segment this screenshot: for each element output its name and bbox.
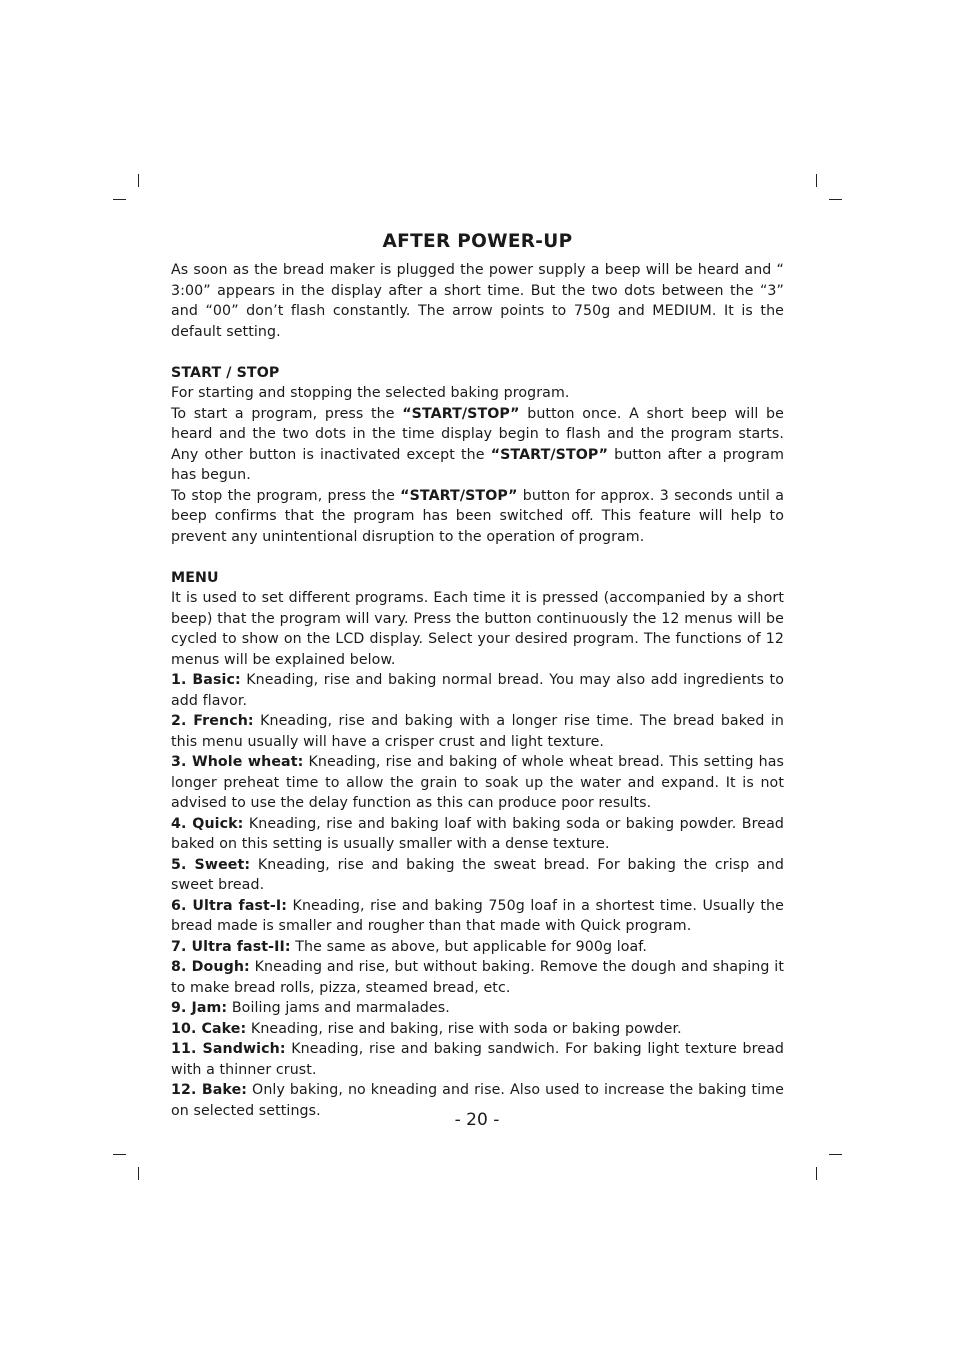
menu-item — [171, 855, 784, 896]
menu-item-text: Kneading, rise and baking of whole wheat bread. This setting has longer preheat time to allow the grain to soak up the water and expand. It is not advised to use the delay function as this can produce poor results. — [171, 754, 784, 811]
crop-mark-top-right-h — [829, 199, 842, 200]
menu-item-text: Boiling jams and marmalades. — [227, 1000, 450, 1016]
menu-item-label: 3. Whole wheat: — [171, 754, 304, 770]
menu-item — [171, 998, 784, 1019]
menu-item — [171, 957, 784, 998]
menu-item — [171, 896, 784, 937]
start-stop-heading: START / STOP — [171, 364, 280, 381]
page-content — [171, 230, 784, 1121]
crop-mark-top-left-v — [138, 174, 139, 187]
text-run: button after a program has begun. — [171, 446, 785, 483]
spacer — [171, 547, 784, 568]
menu-item-label: 4. Quick: — [171, 815, 244, 832]
page-title: AFTER POWER-UP — [382, 231, 573, 252]
start-stop-paragraph-3 — [171, 486, 784, 548]
menu-item-label: 11. Sandwich: — [171, 1041, 286, 1057]
text-run: button for approx. 3 seconds until a beep confirms that the program has been switched off. This feature will help to prevent any unintentional disruption to the operation of program. — [171, 487, 784, 545]
menu-item — [171, 670, 784, 711]
text-run: To stop the program, press the — [171, 487, 401, 504]
menu-item-text: Only baking, no kneading and rise. Also used to increase the baking time on selected settings. — [171, 1082, 784, 1119]
crop-mark-bottom-right-h — [829, 1154, 842, 1155]
menu-item-text: Kneading, rise and baking loaf with baking soda or baking powder. Bread baked on this setting is usually smaller with a dense texture. — [171, 815, 784, 852]
menu-item-label: 7. Ultra fast-II: — [171, 938, 291, 955]
crop-mark-top-right-v — [816, 174, 817, 187]
menu-item-label: 10. Cake: — [171, 1020, 247, 1037]
start-stop-paragraph-2 — [171, 404, 784, 486]
text-run: To start a program, press the — [171, 405, 403, 422]
menu-item-label: 2. French: — [171, 713, 254, 729]
menu-item-label: 8. Dough: — [171, 959, 250, 975]
menu-item-text: Kneading, rise and baking with a longer rise time. The bread baked in this menu usually will have a crisper crust and light texture. — [171, 713, 784, 750]
crop-mark-bottom-left-v — [138, 1167, 139, 1180]
start-stop-keyword: “START/STOP” — [400, 487, 518, 504]
menu-item-text: The same as above, but applicable for 900g loaf. — [290, 938, 647, 955]
page-number: - 20 - — [454, 1110, 500, 1130]
menu-item-text: Kneading, rise and baking 750g loaf in a shortest time. Usually the bread made is smaller and rougher than that made with Quick program. — [171, 897, 784, 934]
menu-intro-paragraph: It is used to set different programs. Each time it is pressed (accompanied by a short beep) that the program will vary. Press the button continuously the 12 menus will be cycled to show on the LCD display. Select your desired program. The functions of 12 menus will be explained below. — [171, 590, 784, 668]
menu-item-label: 1. Basic: — [171, 672, 241, 688]
menu-item-text: Kneading, rise and baking sandwich. For baking light texture bread with a thinner crust. — [171, 1041, 785, 1078]
menu-item — [171, 1039, 784, 1080]
menu-item-text: Kneading and rise, but without baking. Remove the dough and shaping it to make bread rolls, pizza, steamed bread, etc. — [171, 959, 784, 996]
menu-item-label: 9. Jam: — [171, 1000, 228, 1016]
menu-item-text: Kneading, rise and baking the sweat bread. For baking the crisp and sweet bread. — [171, 856, 784, 893]
crop-mark-bottom-right-v — [816, 1167, 817, 1180]
menu-item-label: 6. Ultra fast-I: — [171, 897, 288, 914]
start-stop-paragraph-1: For starting and stopping the selected baking program. — [171, 385, 570, 401]
menu-item-text: Kneading, rise and baking, rise with soda or baking powder. — [246, 1020, 682, 1037]
menu-item-label: 12. Bake: — [171, 1082, 248, 1098]
menu-item — [171, 711, 784, 752]
intro-paragraph: As soon as the bread maker is plugged the power supply a beep will be heard and “ 3:00” appears in the display after a short time. But the two dots between the “3” and “00” don’t flash constantly. The arrow points to 750g and MEDIUM. It is the default setting. — [171, 262, 784, 340]
start-stop-keyword: “START/STOP” — [402, 405, 520, 422]
menu-item-text: Kneading, rise and baking normal bread. You may also add ingredients to add flavor. — [171, 672, 784, 709]
text-run: button once. A short beep will be heard and the two dots in the time display begin to flash and the program starts. Any other button is inactivated except the — [171, 405, 784, 463]
menu-item — [171, 752, 784, 814]
start-stop-keyword: “START/STOP” — [490, 446, 609, 463]
crop-mark-bottom-left-h — [113, 1154, 126, 1155]
crop-mark-top-left-h — [113, 199, 126, 200]
menu-item — [171, 937, 784, 958]
spacer — [171, 342, 784, 363]
menu-item — [171, 814, 784, 855]
menu-heading: MENU — [171, 569, 219, 586]
menu-item-label: 5. Sweet: — [171, 856, 251, 873]
menu-item — [171, 1019, 784, 1040]
